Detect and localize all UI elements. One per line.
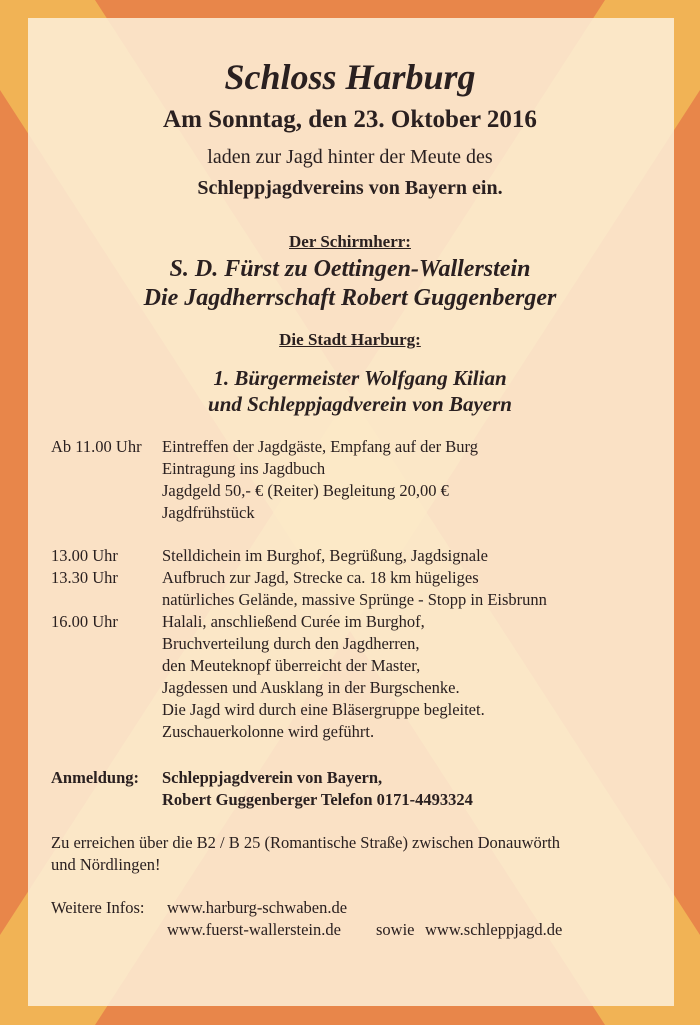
schedule-time-4: 16.00 Uhr [51,612,118,631]
schedule-line: Bruchverteilung durch den Jagdherren, [162,634,420,653]
schedule-line: Die Jagd wird durch eine Bläsergruppe begleitet. [162,700,485,719]
info-link-harburg[interactable]: www.harburg-schwaben.de [167,898,348,917]
schedule-time-2: 13.00 Uhr [51,546,118,565]
intro-line-1: laden zur Jagd hinter der Meute des [207,146,493,168]
schirmherr-line-1: S. D. Fürst zu Oettingen-Wallerstein [169,256,531,282]
schedule-line: Eintragung ins Jagdbuch [162,459,326,478]
schedule-line: Aufbruch zur Jagd, Strecke ca. 18 km hügeliges [162,568,479,587]
page-title: Schloss Harburg [224,57,476,97]
directions-line-1: Zu erreichen über die B2 / B 25 (Romantische Straße) zwischen Donauwörth [51,833,561,852]
schedule-time-3: 13.30 Uhr [51,568,118,587]
info-link-schleppjagd[interactable]: www.schleppjagd.de [425,920,563,939]
schedule-line: den Meuteknopf überreicht der Master, [162,656,421,675]
schirmherr-heading: Der Schirmherr: [289,232,411,251]
anmeldung-line-1: Schleppjagdverein von Bayern, [162,768,383,787]
stadt-line-1: 1. Bürgermeister Wolfgang Kilian [213,366,507,390]
anmeldung-label: Anmeldung: [51,768,140,787]
schedule-line: Jagdfrühstück [162,503,255,522]
schedule-line: Jagdgeld 50,- € (Reiter) Begleitung 20,00 € [162,481,449,500]
stadt-line-2: und Schleppjagdverein von Bayern [208,392,512,416]
schedule-line: Eintreffen der Jagdgäste, Empfang auf der Burg [162,437,478,456]
schedule-time-1: Ab 11.00 Uhr [51,437,142,456]
info-separator: sowie [376,920,415,939]
schedule-line: Jagdessen und Ausklang in der Burgschenke. [162,678,460,697]
directions-line-2: und Nördlingen! [51,855,161,874]
intro-line-2: Schleppjagdvereins von Bayern ein. [197,177,503,199]
stadt-heading: Die Stadt Harburg: [279,330,421,349]
schedule-line: Halali, anschließend Curée im Burghof, [162,612,425,631]
event-date: Am Sonntag, den 23. Oktober 2016 [163,106,537,133]
schedule-line: natürliches Gelände, massive Sprünge - Stopp in Eisbrunn [162,590,547,609]
schedule-line: Zuschauerkolonne wird geführt. [162,722,375,741]
schirmherr-line-2: Die Jagdherrschaft Robert Guggenberger [143,285,557,311]
schedule-line: Stelldichein im Burghof, Begrüßung, Jagdsignale [162,546,488,565]
info-link-fuerst[interactable]: www.fuerst-wallerstein.de [167,920,341,939]
anmeldung-line-2: Robert Guggenberger Telefon 0171-4493324 [162,790,473,809]
infos-label: Weitere Infos: [51,898,145,917]
